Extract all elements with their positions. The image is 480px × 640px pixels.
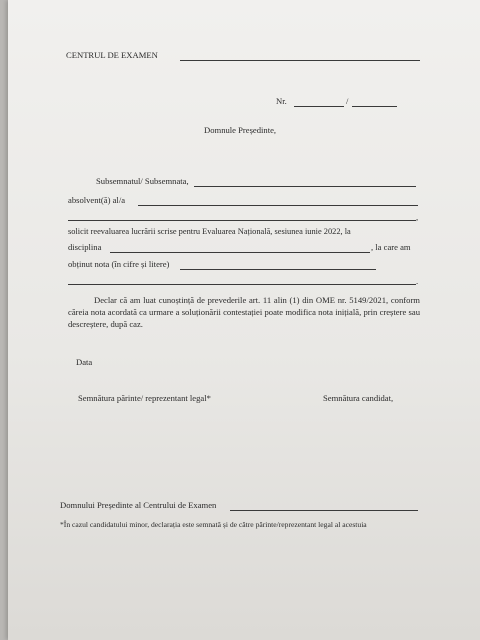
absolvent-label: absolvent(ă) al/a bbox=[68, 195, 126, 205]
subsemnatul-label: Subsemnatul/ Subsemnata, bbox=[96, 176, 189, 186]
candidate-signature-label: Semnătura candidat, bbox=[323, 393, 394, 403]
school-field-continued[interactable] bbox=[68, 220, 416, 221]
disciplina-label: disciplina bbox=[68, 242, 102, 252]
school-field[interactable] bbox=[138, 205, 418, 206]
line-end-comma: , bbox=[416, 212, 419, 222]
form-page bbox=[8, 0, 480, 640]
name-field[interactable] bbox=[194, 186, 416, 187]
exam-center-label: CENTRUL DE EXAMEN bbox=[66, 50, 158, 60]
exam-center-field[interactable] bbox=[180, 60, 420, 61]
request-text: solicit reevaluarea lucrării scrise pentru Evaluarea Națională, sesiunea iunie 2022, la bbox=[68, 227, 351, 236]
grade-field-continued[interactable] bbox=[68, 284, 416, 285]
obtinut-nota-label: obținut nota (în cifre și litere) bbox=[68, 259, 170, 269]
registration-number-label: Nr. bbox=[276, 96, 287, 106]
salutation: Domnule Președinte, bbox=[204, 125, 277, 135]
parent-signature-label: Semnătura părinte/ reprezentant legal* bbox=[78, 393, 211, 403]
registration-slash: / bbox=[346, 96, 349, 106]
data-label: Data bbox=[76, 357, 93, 367]
line-end-period: . bbox=[416, 276, 419, 286]
discipline-field[interactable] bbox=[110, 252, 370, 253]
president-address-label: Domnului Președinte al Centrului de Examen bbox=[60, 500, 217, 510]
declaration-paragraph: Declar că am luat cunoștință de prevederile art. 11 alin (1) din OME nr. 5149/2021, conform căreia nota acordată ca urmare a soluționării contestației poate modifica nota inițială, prin creștere sau descreștere, după caz. bbox=[68, 295, 420, 329]
registration-number-field[interactable] bbox=[294, 106, 344, 107]
grade-field[interactable] bbox=[180, 269, 376, 270]
registration-date-field[interactable] bbox=[352, 106, 397, 107]
president-center-field[interactable] bbox=[230, 510, 418, 511]
la-care-am-text: , la care am bbox=[371, 242, 411, 252]
footnote: *În cazul candidatului minor, declarația este semnată și de către părinte/reprezentant legal al acestuia bbox=[60, 520, 367, 529]
